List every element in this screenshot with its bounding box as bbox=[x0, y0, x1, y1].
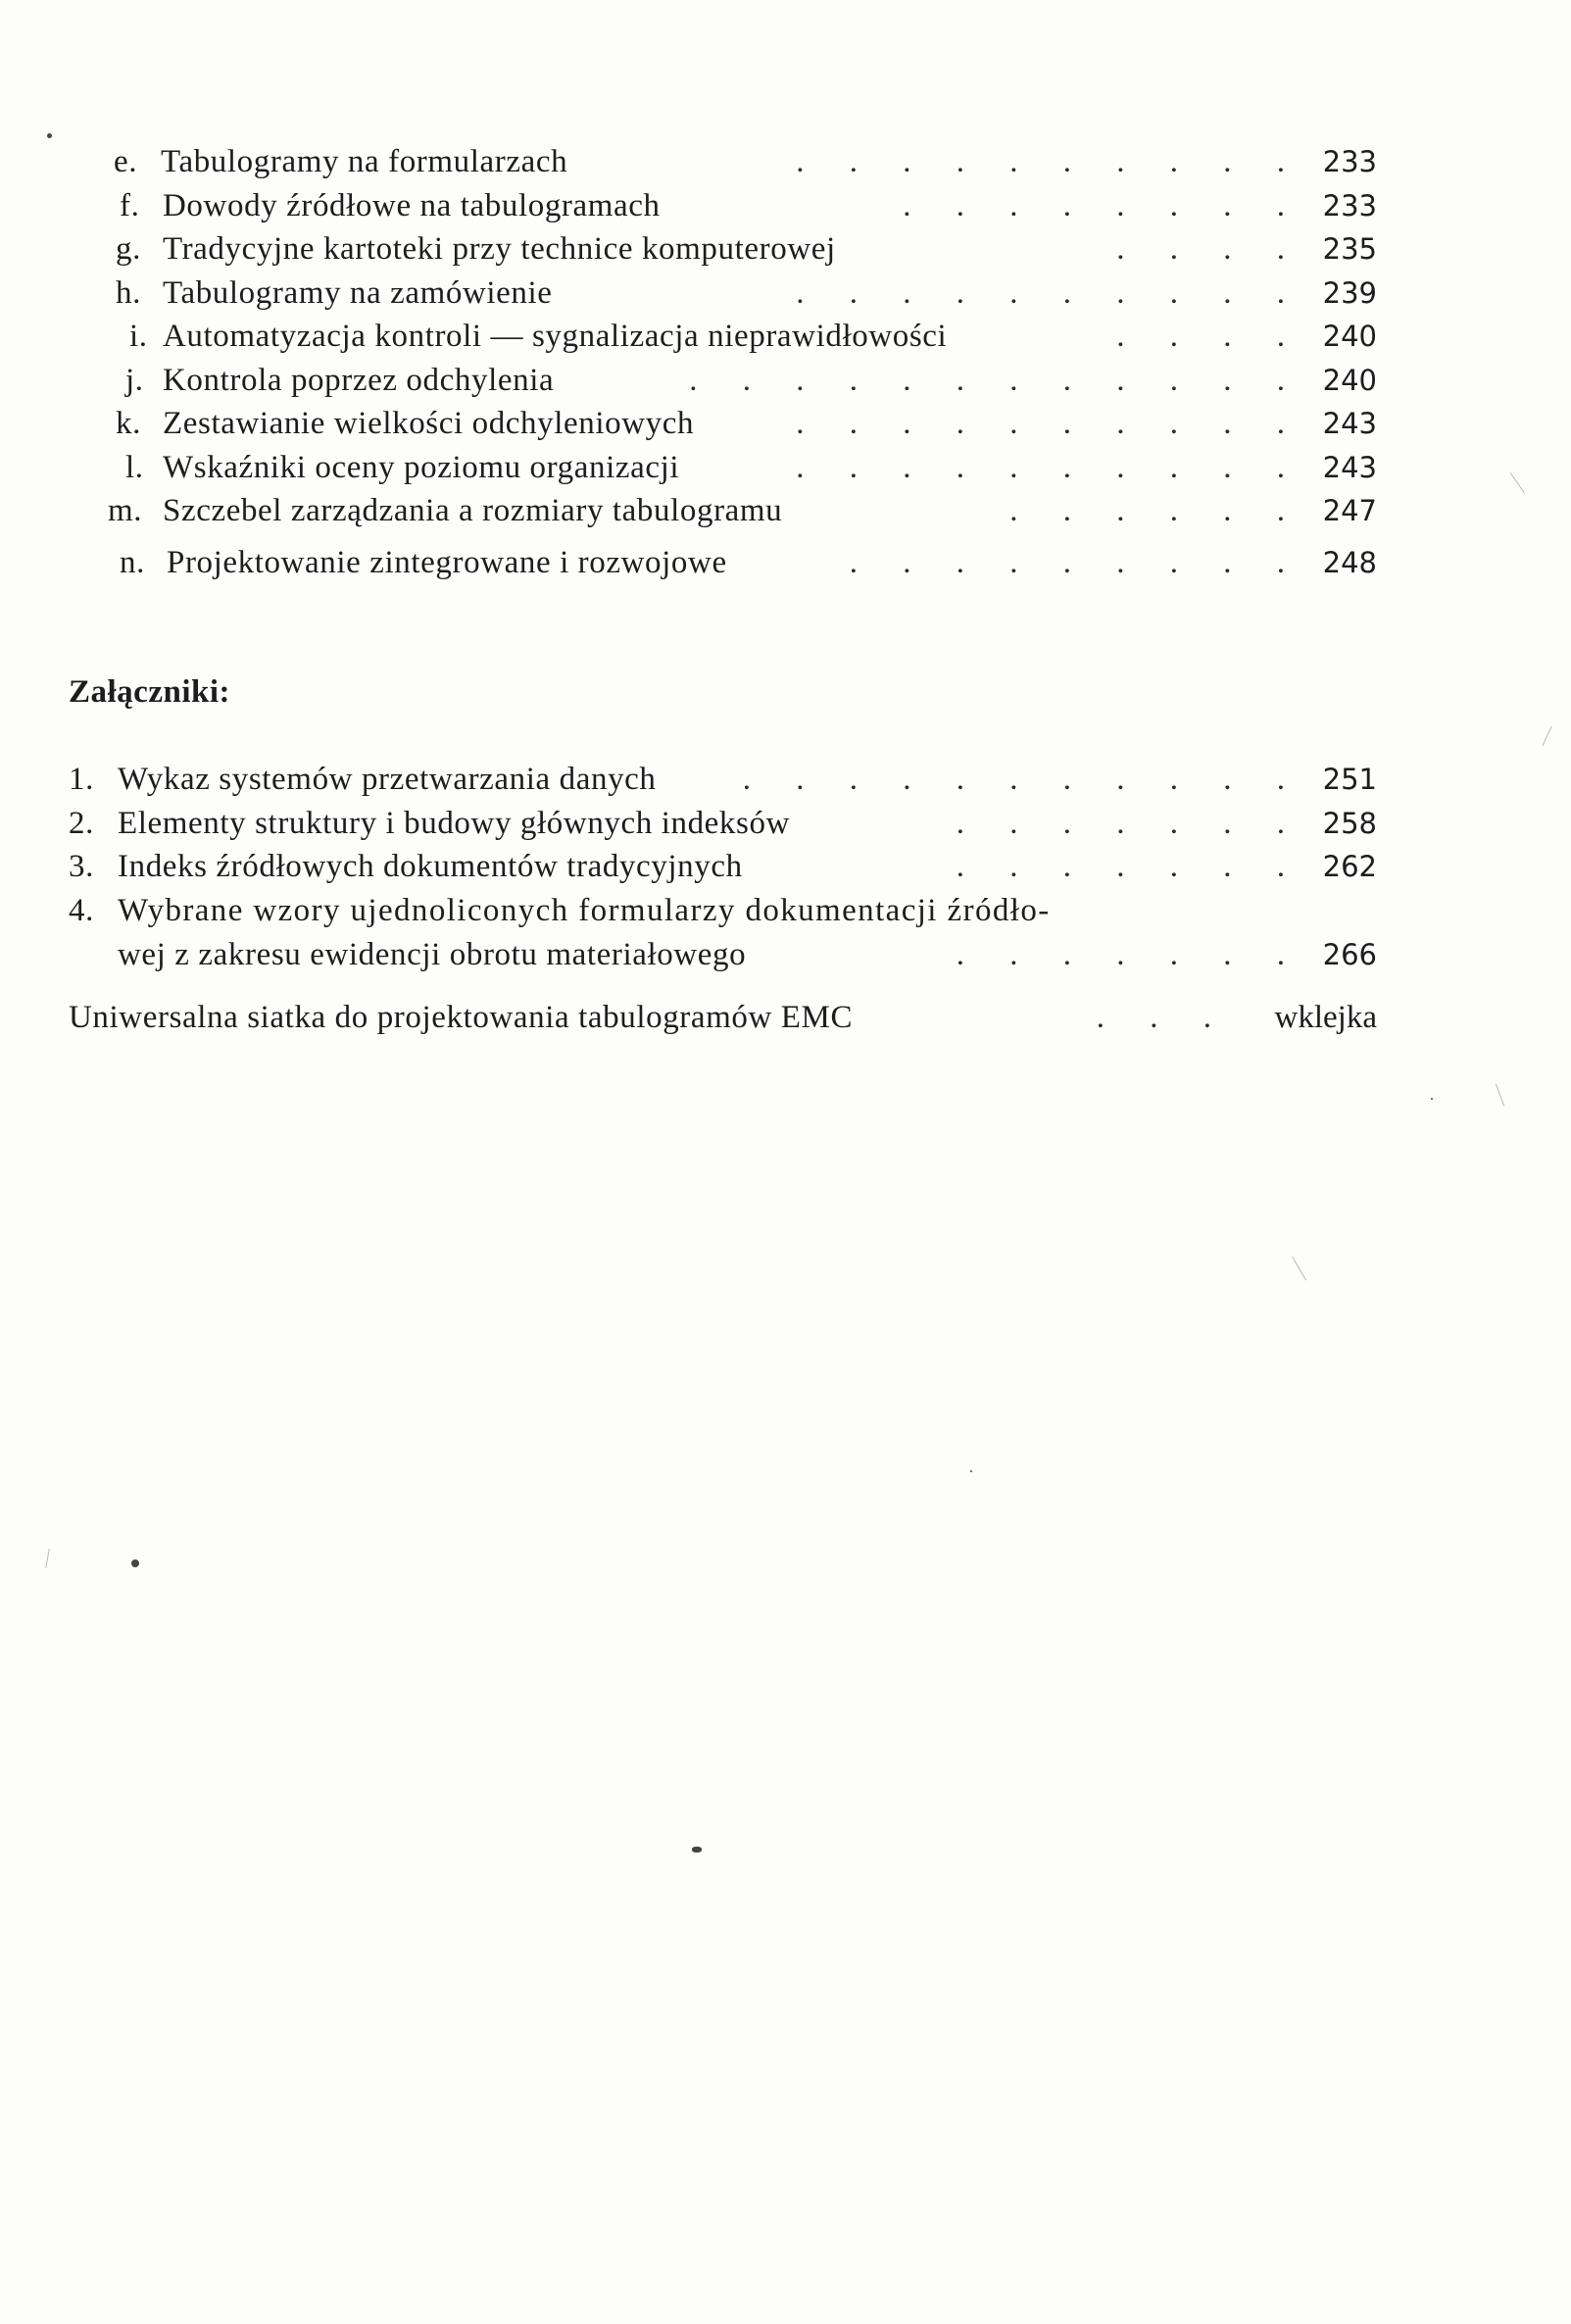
leader-dots: . . . . . . . . . . . . bbox=[689, 363, 1303, 398]
leader-dots: . . . . . . bbox=[1009, 493, 1303, 528]
toc-entry-k bbox=[69, 403, 1377, 444]
toc-title: Tabulogramy na zamówienie bbox=[163, 275, 553, 311]
toc-marker: 2. bbox=[69, 806, 94, 841]
scan-scratch bbox=[1542, 726, 1551, 746]
toc-title: Tabulogramy na formularzach bbox=[161, 144, 568, 179]
toc-title: Szczebel zarządzania a rozmiary tabulogramu bbox=[163, 493, 783, 528]
toc-title: Wykaz systemów przetwarzania danych bbox=[118, 762, 657, 797]
toc-title: Indeks źródłowych dokumentów tradycyjnych bbox=[118, 849, 743, 884]
toc-page-number: 262 bbox=[1322, 850, 1377, 883]
leader-dots: . . . . . . . bbox=[956, 937, 1303, 972]
leader-dots: . . . . . . . . . . . bbox=[742, 762, 1303, 797]
toc-page-number: 240 bbox=[1322, 320, 1377, 353]
toc-marker: l. bbox=[125, 450, 144, 485]
toc-title: Dowody źródłowe na tabulogramach bbox=[163, 188, 661, 223]
toc-marker: g. bbox=[116, 231, 141, 267]
toc-entry-m bbox=[69, 490, 1377, 531]
scan-scratch bbox=[1510, 472, 1526, 494]
scan-speck bbox=[692, 1847, 702, 1853]
toc-entry-i bbox=[69, 316, 1377, 357]
toc-marker: k. bbox=[116, 406, 141, 441]
toc-entry-l bbox=[69, 447, 1377, 488]
toc-title: Wybrane wzory ujednoliconych formularzy dokumentacji źródło- bbox=[118, 893, 1051, 928]
toc-title: Tradycyjne kartoteki przy technice komputerowej bbox=[163, 231, 836, 267]
toc-entry-h bbox=[69, 272, 1377, 314]
toc-entry-e bbox=[69, 141, 1377, 182]
appendix-entry-1 bbox=[69, 759, 1377, 800]
toc-marker: 1. bbox=[69, 762, 94, 797]
scan-scratch bbox=[45, 1549, 49, 1568]
leader-dots: . . . . . . . bbox=[956, 806, 1303, 841]
toc-marker: n. bbox=[120, 545, 145, 580]
scan-speck bbox=[970, 1470, 972, 1472]
scan-scratch bbox=[1496, 1084, 1504, 1107]
scan-scratch bbox=[1292, 1257, 1306, 1281]
toc-page-number: 233 bbox=[1322, 145, 1377, 178]
final-entry bbox=[69, 997, 1377, 1038]
appendix-entry-3 bbox=[69, 846, 1377, 887]
appendix-heading: Załączniki: bbox=[69, 674, 231, 710]
toc-entry-g bbox=[69, 228, 1377, 270]
toc-title: Kontrola poprzez odchylenia bbox=[163, 363, 555, 398]
toc-title: Automatyzacja kontroli — sygnalizacja nieprawidłowości bbox=[163, 319, 948, 354]
toc-title: wej z zakresu ewidencji obrotu materiałowego bbox=[118, 937, 747, 972]
toc-title: Wskaźniki oceny poziomu organizacji bbox=[163, 450, 680, 485]
toc-page-number: 233 bbox=[1322, 189, 1377, 223]
toc-page-number: 243 bbox=[1322, 407, 1377, 440]
leader-dots: . . . . . . . . . . bbox=[796, 450, 1303, 485]
leader-dots: . . . . . . . . . . bbox=[796, 275, 1303, 311]
toc-marker: h. bbox=[116, 275, 141, 311]
toc-title: Uniwersalna siatka do projektowania tabulogramów EMC bbox=[69, 1000, 854, 1035]
toc-page-number: 240 bbox=[1322, 364, 1377, 397]
toc-entry-n bbox=[69, 542, 1377, 583]
toc-marker: i. bbox=[129, 319, 148, 354]
leader-dots: . . . . . . . . . . bbox=[796, 144, 1303, 179]
appendix-entry-2 bbox=[69, 803, 1377, 844]
leader-dots: . . . . bbox=[1116, 231, 1303, 267]
appendix-entry-4 bbox=[69, 890, 1377, 931]
toc-marker: 3. bbox=[69, 849, 94, 884]
toc-page-number: 235 bbox=[1322, 232, 1377, 266]
leader-dots: . . . . . . . bbox=[956, 849, 1303, 884]
toc-page-number: 266 bbox=[1322, 938, 1377, 971]
toc-entry-j bbox=[69, 360, 1377, 401]
toc-title: Projektowanie zintegrowane i rozwojowe bbox=[167, 545, 727, 580]
leader-dots: . . . bbox=[1096, 1000, 1230, 1035]
toc-title: Zestawianie wielkości odchyleniowych bbox=[163, 406, 695, 441]
toc-marker: f. bbox=[120, 188, 140, 223]
scan-speck bbox=[1431, 1098, 1433, 1100]
toc-marker: e. bbox=[114, 144, 138, 179]
leader-dots: . . . . bbox=[1116, 319, 1303, 354]
toc-page-number: 251 bbox=[1322, 763, 1377, 796]
appendix-entry-4-continued bbox=[69, 934, 1377, 975]
toc-marker: j. bbox=[125, 363, 144, 398]
toc-page-number: 239 bbox=[1322, 276, 1377, 310]
scan-speck bbox=[47, 133, 52, 138]
toc-page-number: 247 bbox=[1322, 494, 1377, 527]
toc-page-number: 243 bbox=[1322, 451, 1377, 484]
toc-entry-f bbox=[69, 185, 1377, 226]
leader-dots: . . . . . . . . bbox=[903, 188, 1303, 223]
toc-title: Elementy struktury i budowy głównych indeksów bbox=[118, 806, 791, 841]
leader-dots: . . . . . . . . . . bbox=[796, 406, 1303, 441]
toc-page-number: wklejka bbox=[1274, 1000, 1377, 1035]
scan-speck bbox=[131, 1559, 139, 1567]
toc-marker: 4. bbox=[69, 893, 94, 928]
toc-page-number: 248 bbox=[1322, 546, 1377, 579]
leader-dots: . . . . . . . . . bbox=[849, 545, 1303, 580]
toc-page-number: 258 bbox=[1322, 807, 1377, 840]
toc-marker: m. bbox=[108, 493, 143, 528]
